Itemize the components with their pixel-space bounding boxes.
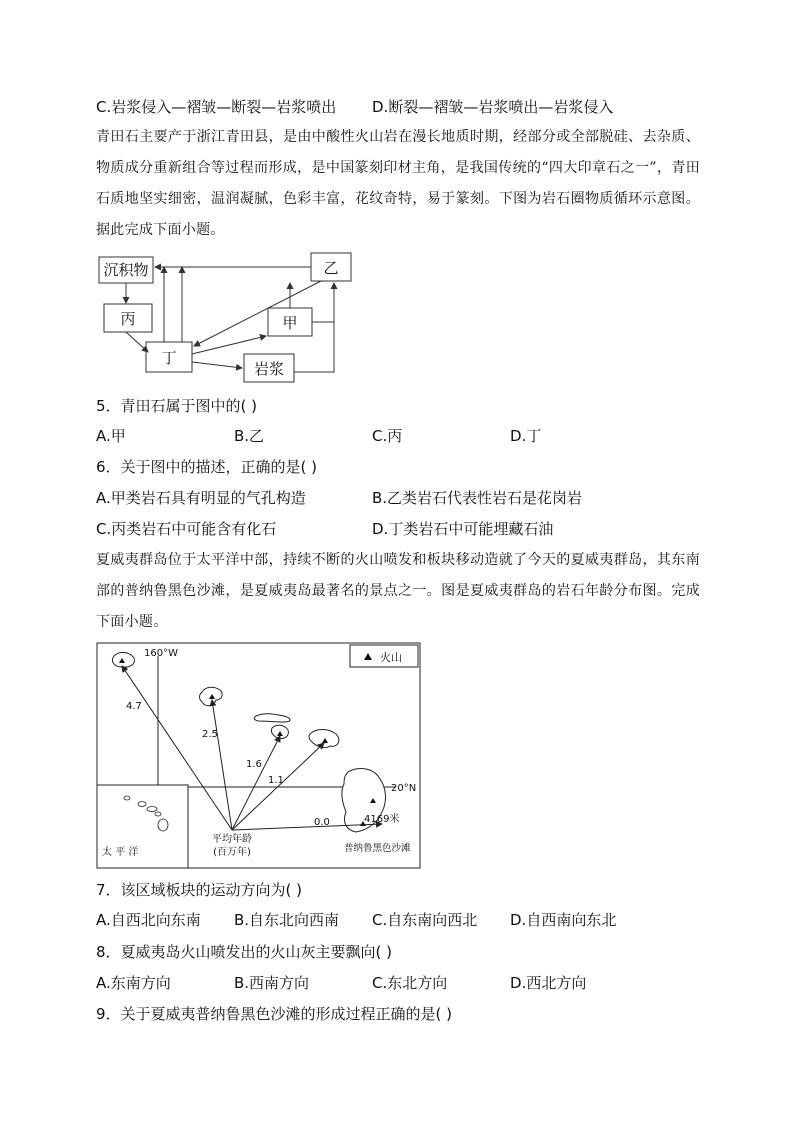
q6-option-c: C.丙类岩石中可能含有化石 [96,520,277,538]
q7-option-a: A.自西北向东南 [96,911,201,929]
q7-stem: 7．该区域板块的运动方向为( ) [96,881,303,899]
q6-stem: 6．关于图中的描述，正确的是( ) [96,458,318,476]
elevation-label: 4169米 [364,814,400,825]
age-label-molokai: 1.6 [246,759,262,770]
longitude-label: 160°W [144,648,178,659]
label-jia: 甲 [282,314,298,332]
beach-label: 普纳鲁黑色沙滩 [344,843,411,854]
label-bing: 丙 [120,310,136,328]
q8-option-d: D.西北方向 [510,974,587,992]
q5-option-a: A.甲 [96,427,126,445]
q5-option-c: C.丙 [372,427,403,445]
q4-option-c: C.岩浆侵入—褶皱—断裂—岩浆喷出 [96,98,337,116]
q4-option-d: D.断裂—褶皱—岩浆喷出—岩浆侵入 [372,98,614,116]
q9-stem: 9．关于夏威夷普纳鲁黑色沙滩的形成过程正确的是( ) [96,1005,453,1023]
avg-age-unit: (百万年) [213,847,251,858]
label-yi: 乙 [323,259,339,277]
rock-cycle-diagram [96,250,376,386]
q6-option-a: A.甲类岩石具有明显的气孔构造 [96,489,306,507]
age-label-kauai: 4.7 [126,701,142,712]
q8-option-b: B.西南方向 [234,974,310,992]
label-sediment: 沉积物 [103,261,149,279]
age-label-oahu: 2.5 [202,729,218,740]
q8-option-a: A.东南方向 [96,974,171,992]
q7-option-d: D.自西南向东北 [510,911,617,929]
q8-option-c: C.东北方向 [372,974,448,992]
q7-option-c: C.自东南向西北 [372,911,478,929]
ocean-label: 太 平 洋 [102,847,139,858]
q7-option-b: B.自东北向西南 [234,911,340,929]
label-ding: 丁 [161,349,177,367]
q6-option-b: B.乙类岩石代表性岩石是花岗岩 [372,489,583,507]
q5-stem: 5．青田石属于图中的( ) [96,397,258,415]
q5-option-b: B.乙 [234,427,265,445]
q8-stem: 8．夏威夷岛火山喷发出的火山灰主要飘向( ) [96,943,393,961]
island-kauai [112,652,134,667]
legend-label: 火山 [380,651,402,664]
latitude-label: 20°N [391,783,417,794]
label-magma: 岩浆 [253,360,285,378]
q5-option-d: D.丁 [510,427,542,445]
hawaii-rock-age-map [96,642,422,870]
age-label-maui: 1.1 [268,775,284,786]
passage-hawaii: 夏威夷群岛位于太平洋中部，持续不断的火山喷发和板块移动造就了今天的夏威夷群岛，其东南部的普纳鲁黑色沙滩，是夏威夷岛最著名的景点之一。图是夏威夷群岛的岩石年龄分布图。完成下面小题。 [96,552,700,630]
passage-qingtian-stone: 青田石主要产于浙江青田县，是由中酸性火山岩在漫长地质时期，经部分或全部脱硅、去杂质、物质成分重新组合等过程而形成，是中国篆刻印材主角，是我国传统的“四大印章石之一”，青田石质地坚实细密，温润凝腻，色彩丰富，花纹奇特，易于篆刻。下图为岩石圈物质循环示意图。据此完成下面小题。 [96,129,700,238]
age-label-hawaii: 0.0 [314,817,330,828]
avg-age-label: 平均年龄 [212,834,252,845]
q6-option-d: D.丁类岩石中可能埋藏石油 [372,520,554,538]
